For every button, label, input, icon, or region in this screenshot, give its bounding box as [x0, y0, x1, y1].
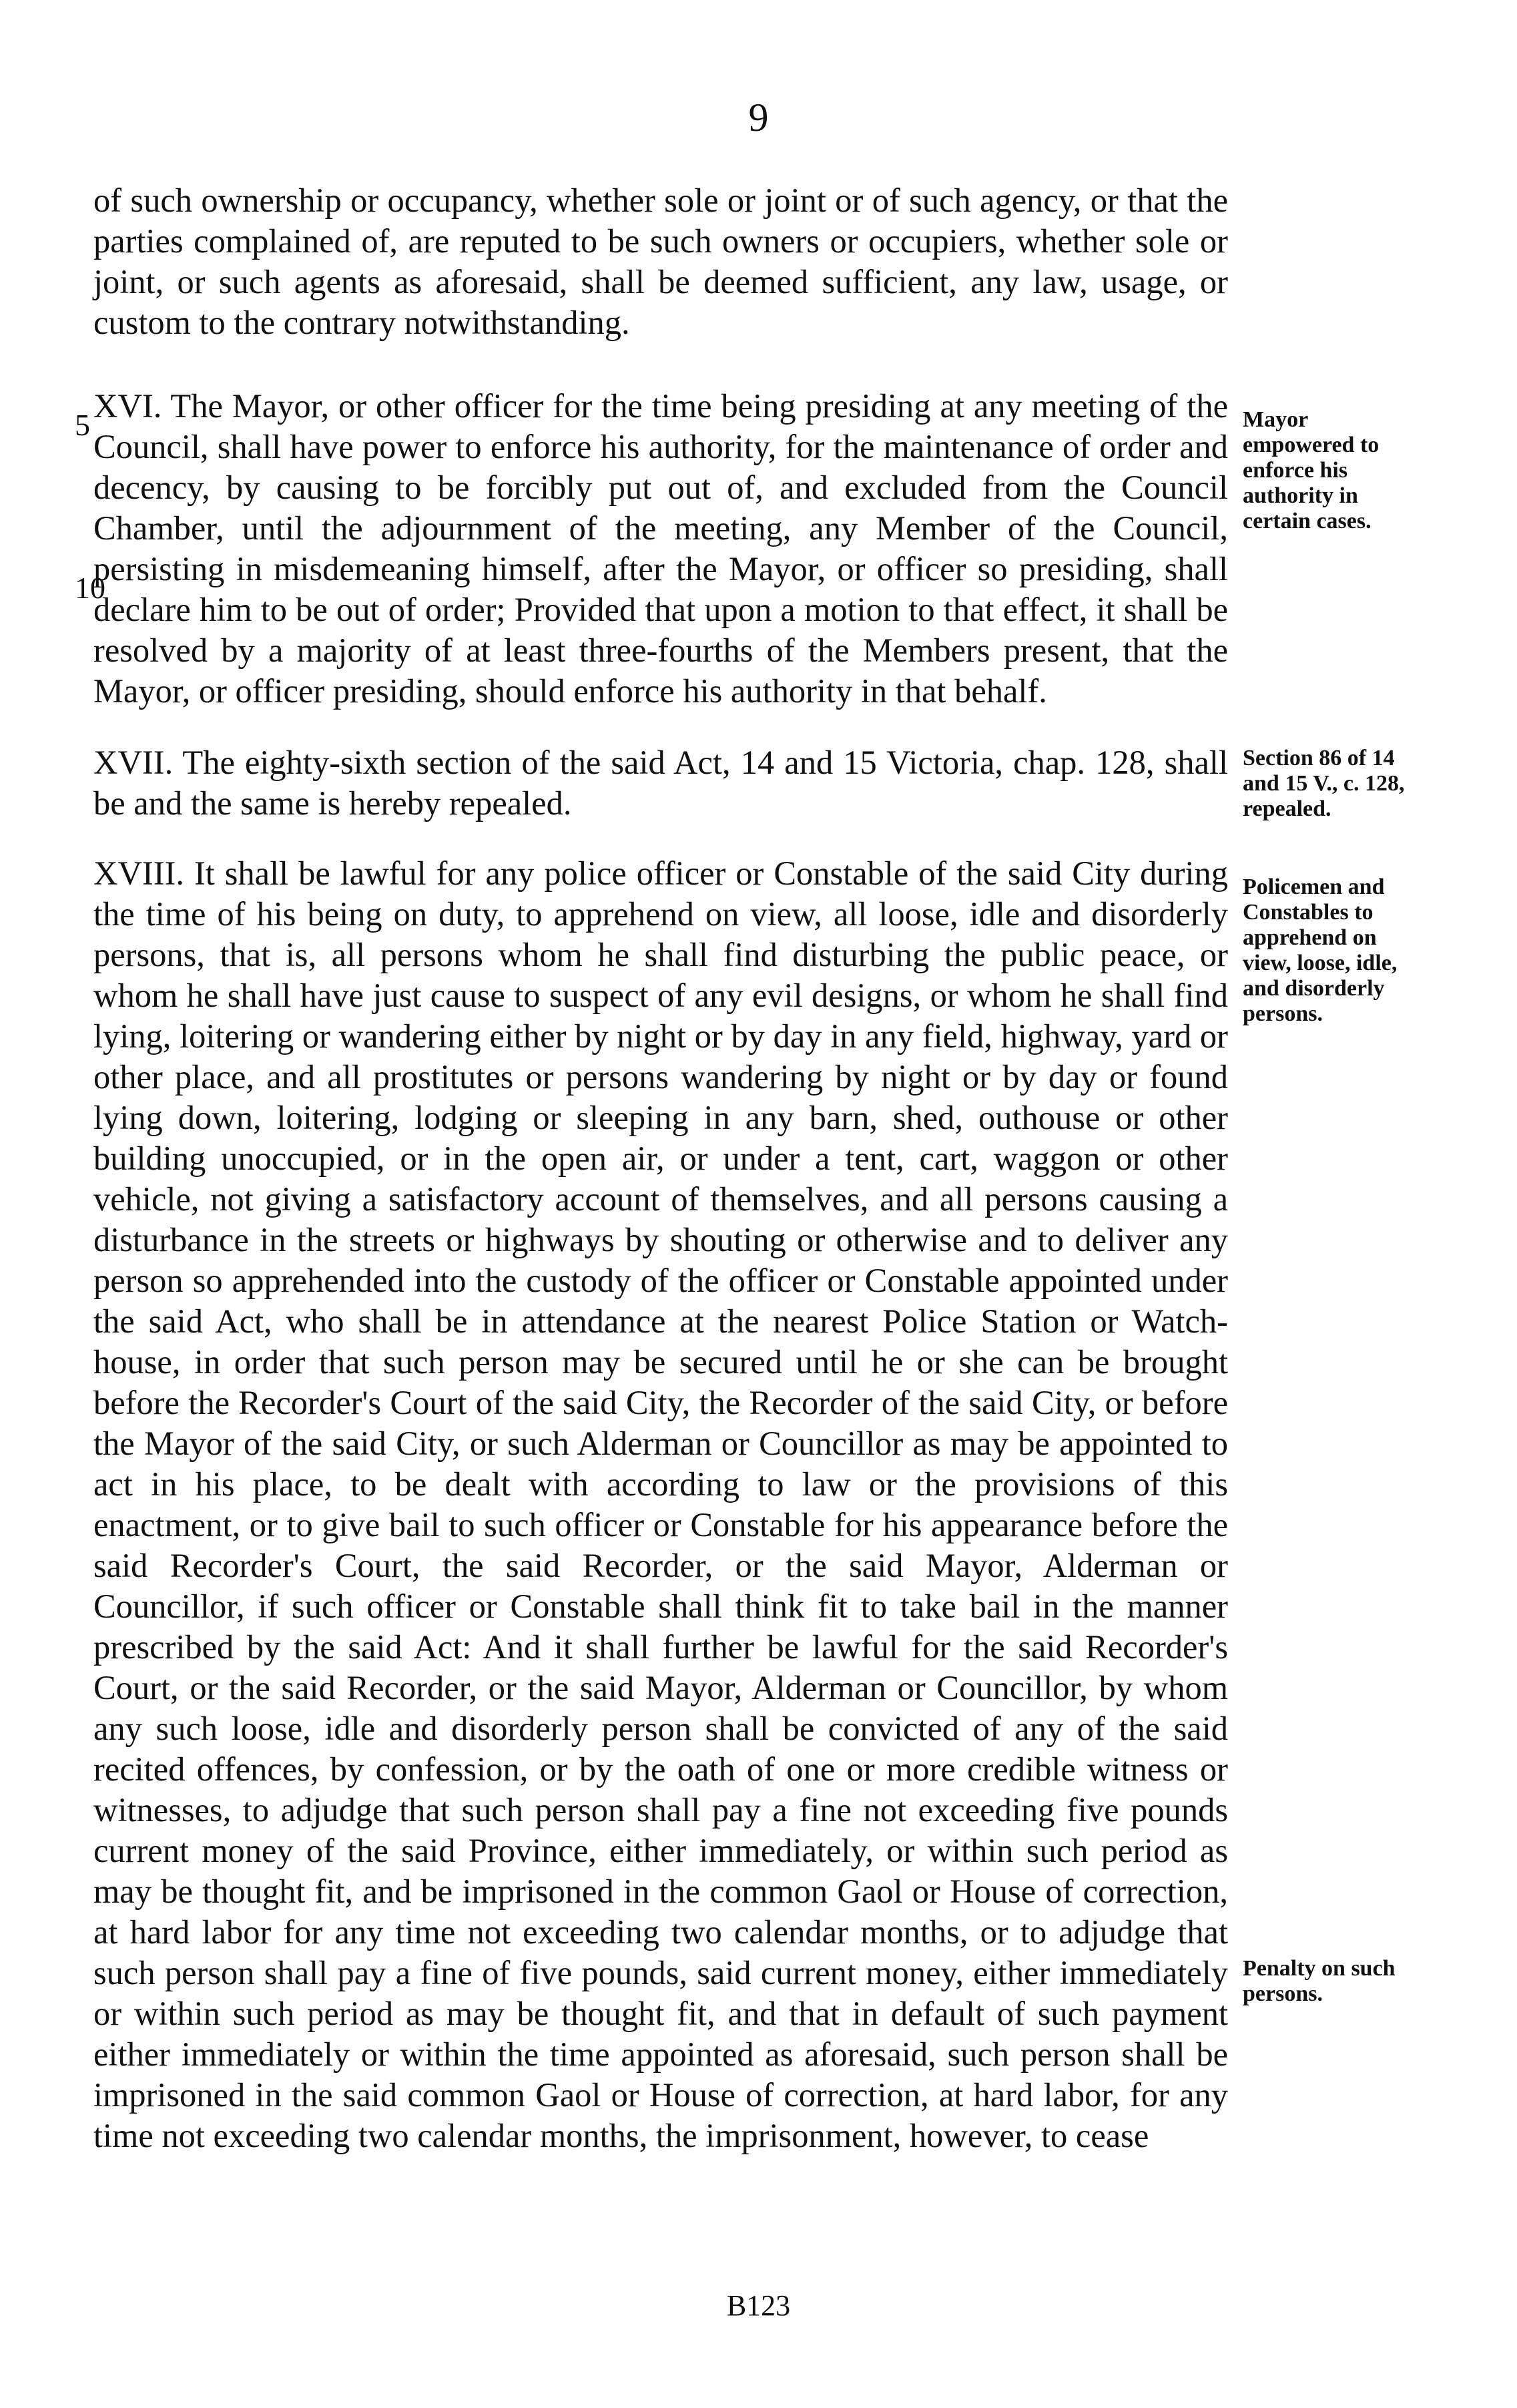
line-number-5: 5 [75, 408, 90, 442]
page-number: 9 [748, 95, 769, 140]
paragraph-section-16: XVI. The Mayor, or other officer for the time being presiding at any meeting of the Council, shall have power to enforce his authority, for the maintenance of order and decency, by causing to be forcibly put out of, and excluded from the Council Chamber, until the adjournment of the meeting, any Member of the Council, persisting in misdemeaning himself, after the Mayor, or officer so presiding, shall declare him to be out of order; Provided that upon a motion to that effect, it shall be resolved by a majority of at least three-fourths of the Members present, that the Mayor, or officer presiding, should enforce his authority in that behalf. [93, 387, 1228, 710]
signature-mark: B123 [726, 2289, 791, 2322]
paragraph-section-17: XVII. The eighty-sixth section of the said Act, 14 and 15 Victoria, chap. 128, shall be and the same is hereby repealed. [93, 744, 1228, 822]
margin-note-penalty: Penalty on such persons. [1243, 1956, 1396, 2006]
margin-note-policemen: Policemen and Constables to apprehend on view, loose, idle, and disorderly persons. [1243, 875, 1398, 1026]
main-text-column [75, 180, 1228, 2156]
paragraph-continuation: of such ownership or occupancy, whether sole or joint or of such agency, or that the parties complained of, are reputed to be such owners or occupiers, whether sole or joint, or such agents as aforesaid, shall be deemed sufficient, any law, usage, or custom to the contrary notwithstanding. [93, 182, 1228, 341]
paragraph-section-18: XVIII. It shall be lawful for any police officer or Constable of the said City during the time of his being on duty, to apprehend on view, all loose, idle and disorderly persons, that is, all persons whom he shall find disturbing the public peace, or whom he shall have just cause to suspect of any evil designs, or whom he shall find lying, loitering or wandering either by night or by day in any field, highway, yard or other place, and all prostitutes or persons wandering by night or by day or found lying down, loitering, lodging or sleeping in any barn, shed, outhouse or other building unoccupied, or in the open air, or under a tent, cart, waggon or other vehicle, not giving a satisfactory account of themselves, and all persons causing a disturbance in the streets or highways by shouting or otherwise and to deliver any person so apprehended into the custody of the officer or Constable appointed under the said Act, who shall be in attendance at the nearest Police Station or Watch-house, in order that such person may be secured until he or she can be brought before the Recorder's Court of the said City, the Recorder of the said City, or before the Mayor of the said City, or such Alderman or Councillor as may be appointed to act in his place, to be dealt with according to law or the provisions of this enactment, or to give bail to such officer or Constable for his appearance before the said Recorder's Court, the said Recorder, or the said Mayor, Alderman or Councillor, if such officer or Constable shall think fit to take bail in the manner prescribed by the said Act: And it shall further be lawful for the said Recorder's Court, or the said Recorder, or the said Mayor, Alderman or Councillor, by whom any such loose, idle and disorderly person shall be convicted of any of the said recited offences, by confession, or by the oath of one or more credible witness or witnesses, to adjudge that such person shall pay a fine not exceeding five pounds current money of the said Province, either immediately, or within such period as may be thought fit, and be imprisoned in the common Gaol or House of correction, at hard labor for any time not exceeding two calendar months, or to adjudge that such person shall pay a fine of five pounds, said current money, either immediately or within such period as may be thought fit, and that in default of such payment either immediately or within the time appointed as aforesaid, such person shall be imprisoned in the said common Gaol or House of correction, at hard labor, for any time not exceeding two calendar months, the imprisonment, however, to cease [93, 855, 1228, 2154]
margin-note-section-86: Section 86 of 14 and 15 V., c. 128, repealed. [1243, 746, 1405, 821]
margin-note-mayor: Mayor empowered to enforce his authority in certain cases. [1243, 407, 1380, 533]
line-number-10: 10 [75, 571, 105, 605]
